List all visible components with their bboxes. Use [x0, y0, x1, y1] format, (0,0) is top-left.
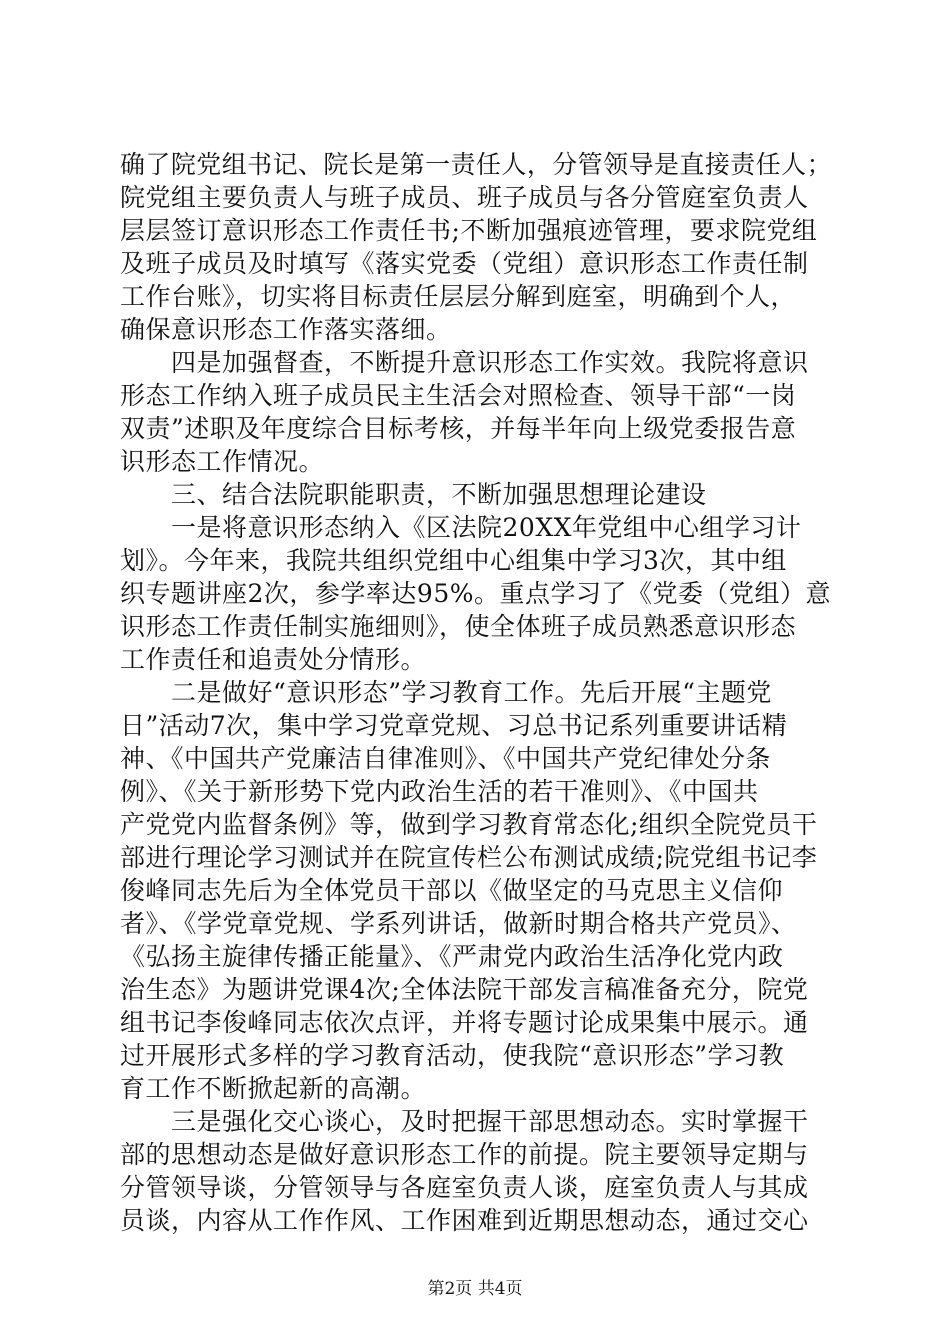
text-line: 划》。今年来，我院共组织党组中心组集中学习3次，其中组	[120, 546, 787, 575]
document-body	[120, 148, 832, 1237]
text-line: 育工作不断掀起新的高潮。	[120, 1074, 427, 1103]
text-line: 形态工作纳入班子成员民主生活会对照检查、领导干部“一岗	[120, 381, 797, 410]
text-line: 层层签订意识形态工作责任书;不断加强痕迹管理，要求院党组	[120, 216, 818, 245]
text-line: 确保意识形态工作落实落细。	[120, 315, 452, 344]
text-line: 俊峰同志先后为全体党员干部以《做坚定的马克思主义信仰	[120, 876, 784, 905]
text-line: 及班子成员及时填写《落实党委（党组）意识形态工作责任制	[120, 249, 809, 278]
text-line: 《弘扬主旋律传播正能量》、《严肃党内政治生活净化党内政	[120, 942, 784, 971]
text-line: 三、结合法院职能职责，不断加强思想理论建设	[120, 480, 707, 509]
text-line: 组书记李俊峰同志依次点评，并将专题讨论成果集中展示。通	[120, 1008, 809, 1037]
text-line: 部的思想动态是做好意识形态工作的前提。院主要领导定期与	[120, 1140, 809, 1169]
text-line: 员谈，内容从工作作风、工作困难到近期思想动态，通过交心	[120, 1206, 809, 1235]
text-line: 院党组主要负责人与班子成员、班子成员与各分管庭室负责人	[120, 183, 809, 212]
text-line: 日”活动7次，集中学习党章党规、习总书记系列重要讲话精	[120, 711, 788, 740]
text-line: 工作台账》，切实将目标责任层层分解到庭室，明确到个人，	[120, 282, 797, 311]
text-line: 治生态》为题讲党课4次;全体法院干部发言稿准备充分，院党	[120, 975, 809, 1004]
page-footer: 第2页 共4页	[427, 1279, 523, 1299]
text-line: 神、《中国共产党廉洁自律准则》、《中国共产党纪律处分条	[120, 744, 772, 773]
text-line: 织专题讲座2次，参学率达95%。重点学习了《党委（党组）意	[120, 579, 831, 608]
text-line: 四是加强督查，不断提升意识形态工作实效。我院将意识	[120, 348, 809, 377]
text-line: 一是将意识形态纳入《区法院20XX年党组中心组学习计	[120, 513, 802, 542]
text-line: 部进行理论学习测试并在院宣传栏公布测试成绩;院党组书记李	[120, 843, 818, 872]
text-line: 识形态工作情况。	[120, 447, 325, 476]
text-line: 确了院党组书记、院长是第一责任人，分管领导是直接责任人；	[120, 150, 833, 179]
text-line: 双责”述职及年度综合目标考核，并每半年向上级党委报告意	[120, 414, 797, 443]
text-line: 二是做好“意识形态”学习教育工作。先后开展“主题党	[120, 678, 772, 707]
text-line: 分管领导谈，分管领导与各庭室负责人谈，庭室负责人与其成	[120, 1173, 809, 1202]
text-line: 识形态工作责任制实施细则》，使全体班子成员熟悉意识形态	[120, 612, 797, 641]
text-line: 工作责任和追责处分情形。	[120, 645, 427, 674]
text-line: 过开展形式多样的学习教育活动，使我院“意识形态”学习教	[120, 1041, 785, 1070]
text-line: 例》、《关于新形势下党内政治生活的若干准则》、《中国共	[120, 777, 759, 806]
text-line: 三是强化交心谈心，及时把握干部思想动态。实时掌握干	[120, 1107, 809, 1136]
text-line: 产党党内监督条例》等，做到学习教育常态化;组织全院党员干	[120, 810, 818, 839]
text-line: 者》、《学党章党规、学系列讲话，做新时期合格共产党员》、	[120, 909, 797, 938]
